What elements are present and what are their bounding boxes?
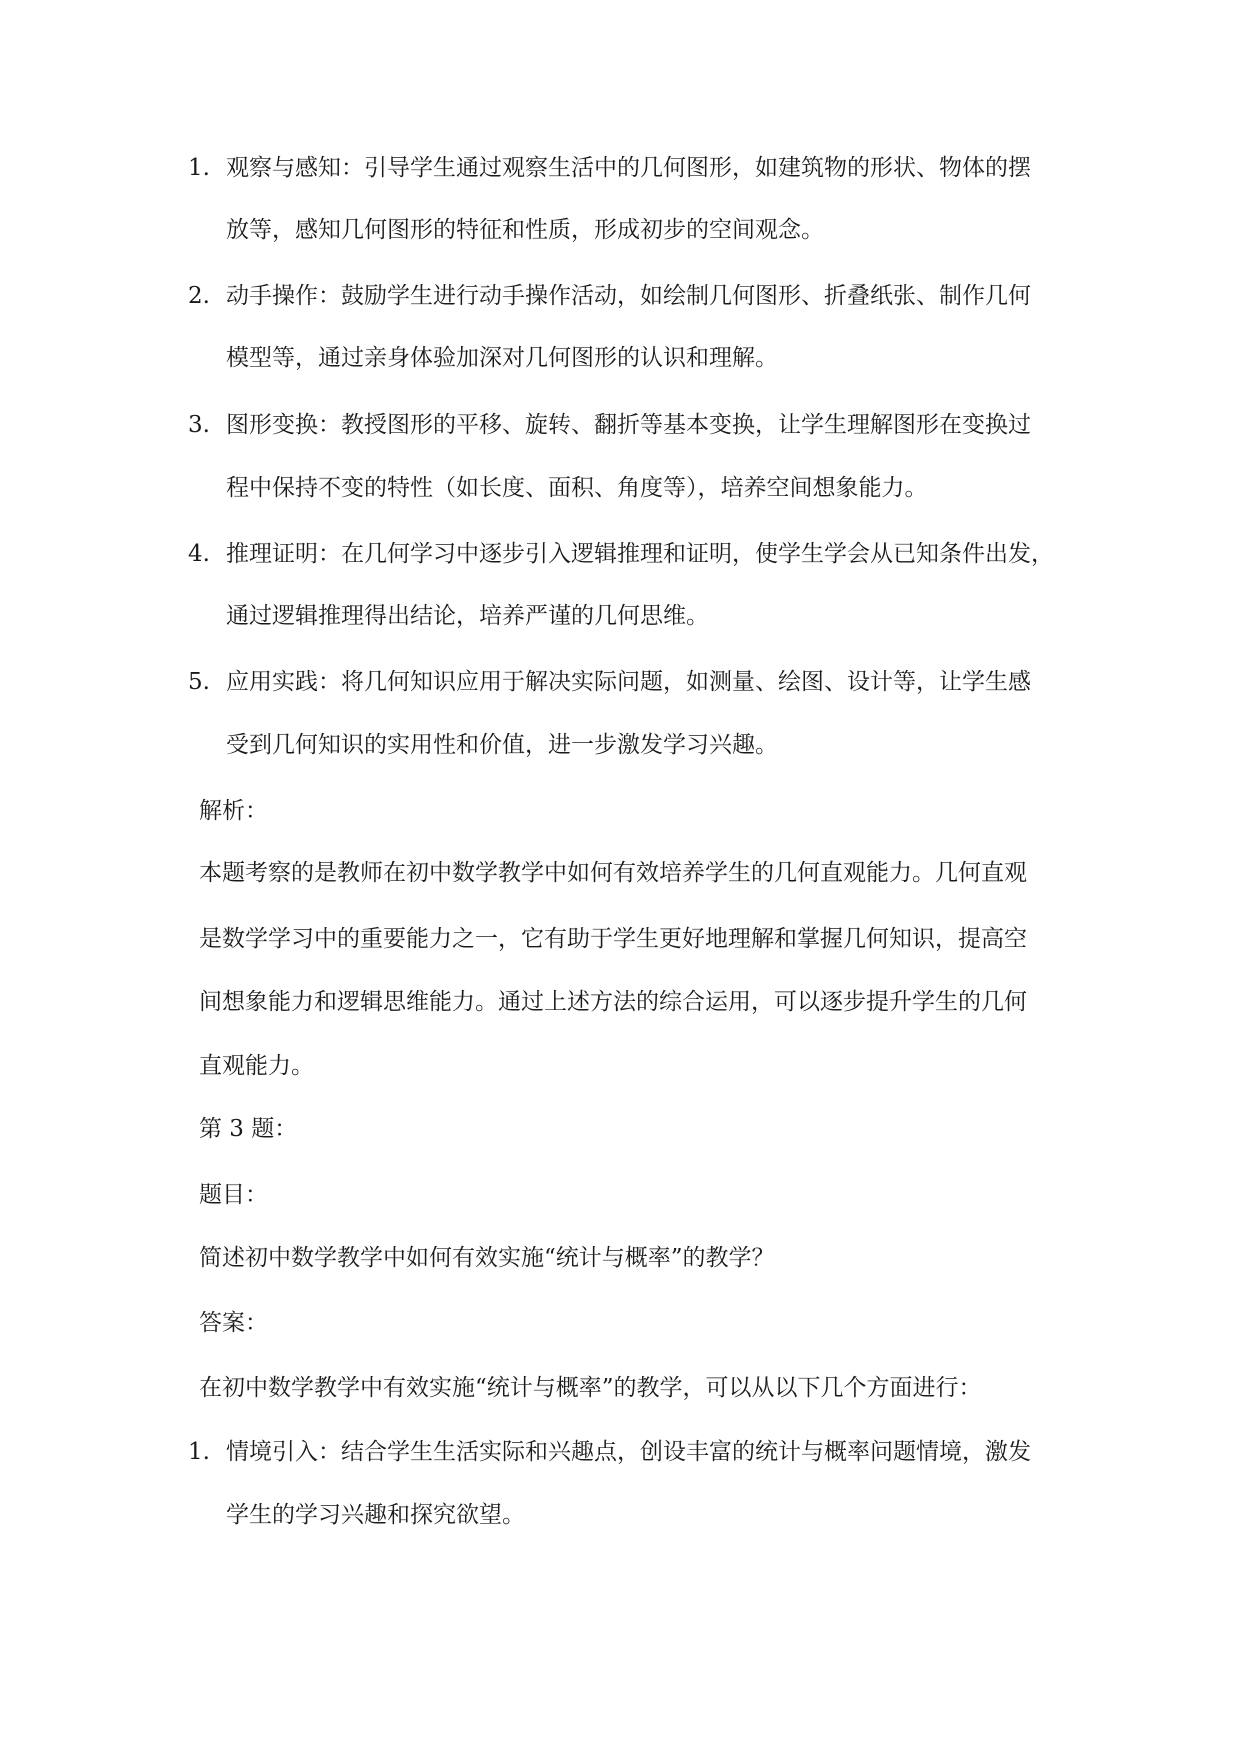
paragraph-line: 是数学学习中的重要能力之一，它有助于学生更好地理解和掌握几何知识，提高空: [199, 926, 1027, 952]
answer-label: 答案：: [199, 1310, 268, 1336]
list-number: 4.: [188, 541, 210, 567]
question-title-label: 题目：: [199, 1182, 268, 1208]
list-item-text: 推理证明：在几何学习中逐步引入逻辑推理和证明，使学生学会从已知条件出发，: [226, 541, 1054, 567]
list-item-text: 放等，感知几何图形的特征和性质，形成初步的空间观念。: [226, 217, 824, 243]
answer-intro: 在初中数学教学中有效实施“统计与概率”的教学，可以从以下几个方面进行：: [199, 1375, 982, 1401]
list-item-text: 学生的学习兴趣和探究欲望。: [226, 1502, 525, 1528]
question-text: 简述初中数学教学中如何有效实施“统计与概率”的教学？: [199, 1245, 775, 1271]
list-item-text: 模型等，通过亲身体验加深对几何图形的认识和理解。: [226, 345, 778, 371]
list-item-text: 观察与感知：引导学生通过观察生活中的几何图形，如建筑物的形状、物体的摆: [226, 155, 1031, 181]
paragraph-line: 本题考察的是教师在初中数学教学中如何有效培养学生的几何直观能力。几何直观: [199, 860, 1027, 886]
paragraph-line: 间想象能力和逻辑思维能力。通过上述方法的综合运用，可以逐步提升学生的几何: [199, 989, 1027, 1015]
question-number: 第 3 题：: [199, 1116, 298, 1142]
paragraph-line: 直观能力。: [199, 1053, 314, 1079]
list-item-text: 程中保持不变的特性（如长度、面积、角度等），培养空间想象能力。: [226, 475, 928, 501]
list-number: 3.: [188, 412, 210, 438]
list-item-text: 情境引入：结合学生生活实际和兴趣点，创设丰富的统计与概率问题情境，激发: [226, 1439, 1031, 1465]
list-number: 1.: [188, 155, 210, 181]
list-item-text: 通过逻辑推理得出结论，培养严谨的几何思维。: [226, 603, 709, 629]
list-item-text: 图形变换：教授图形的平移、旋转、翻折等基本变换，让学生理解图形在变换过: [226, 412, 1031, 438]
list-item-text: 动手操作：鼓励学生进行动手操作活动，如绘制几何图形、折叠纸张、制作几何: [226, 283, 1031, 309]
list-number: 5.: [188, 669, 210, 695]
list-number: 1.: [188, 1439, 210, 1465]
list-item-text: 应用实践：将几何知识应用于解决实际问题，如测量、绘图、设计等，让学生感: [226, 669, 1031, 695]
analysis-heading: 解析：: [199, 798, 268, 824]
list-number: 2.: [188, 283, 210, 309]
list-item-text: 受到几何知识的实用性和价值，进一步激发学习兴趣。: [226, 732, 778, 758]
